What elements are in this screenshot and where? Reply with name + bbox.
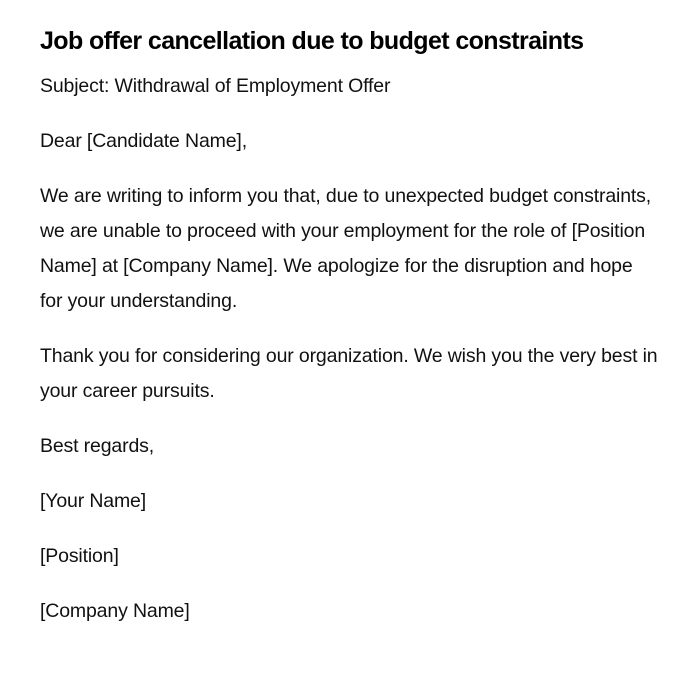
body-paragraph-2: Thank you for considering our organization. We wish you the very best in your career pursuits. bbox=[40, 345, 658, 402]
subject-line: Subject: Withdrawal of Employment Offer bbox=[40, 75, 391, 97]
signature-name: [Your Name] bbox=[40, 490, 147, 512]
greeting: Dear [Candidate Name], bbox=[40, 130, 247, 152]
signature-position: [Position] bbox=[40, 545, 119, 567]
signature-company: [Company Name] bbox=[40, 600, 190, 622]
closing: Best regards, bbox=[40, 435, 155, 457]
document-title: Job offer cancellation due to budget constraints bbox=[40, 27, 584, 55]
body-paragraph-1: We are writing to inform you that, due to unexpected budget constraints, we are unable to proceed with your employment for the role of [Position Name] at [Company Name]. We apologize for the disruption and hope for your understanding. bbox=[40, 185, 652, 312]
